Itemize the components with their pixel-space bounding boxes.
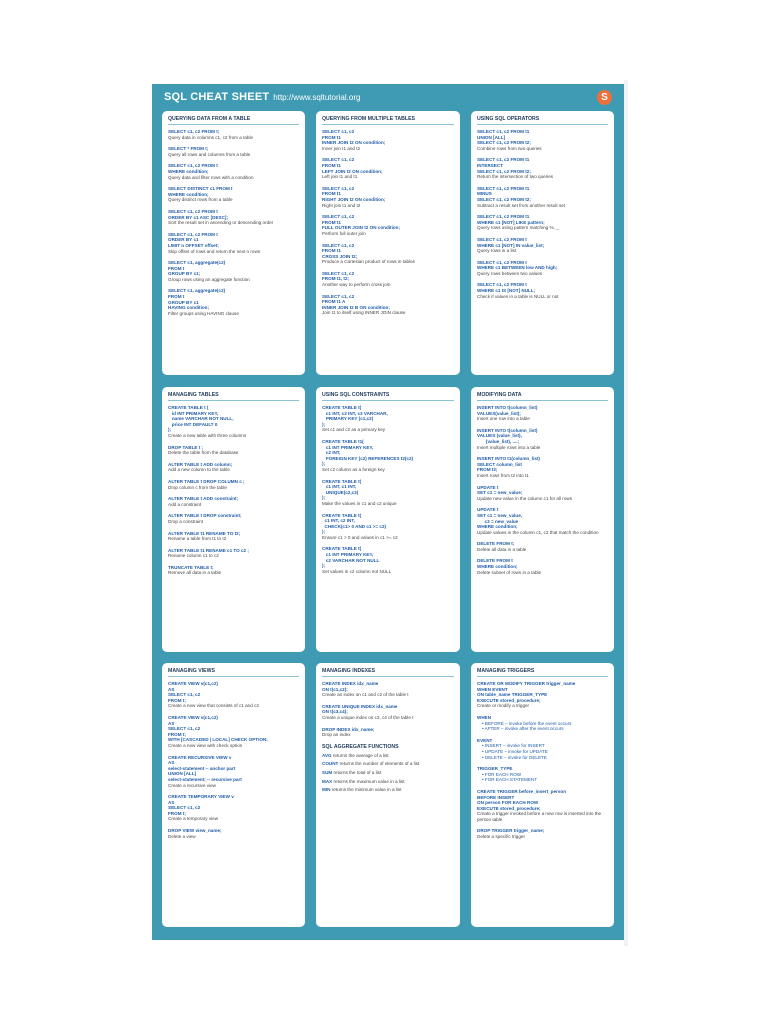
entry-description: Insert one row into a table xyxy=(477,416,530,422)
entry-description: Delete the table from the database xyxy=(168,450,239,456)
code-snippet: SELECT c1, c2 FROM t ORDER BY c1 LIMIT n OFFSET offset; xyxy=(168,231,219,248)
code-snippet: SELECT c1, c2 FROM t1 UNION [ALL] SELECT c1, c2 FROM t2; xyxy=(477,129,531,146)
list-item xyxy=(322,243,454,265)
trigger-create-entry xyxy=(477,681,608,709)
card-managing-tables xyxy=(162,387,305,652)
bullet-item: • INSERT – invoke for INSERT xyxy=(482,743,545,749)
list-item xyxy=(322,271,454,288)
code-snippet: SELECT c1, c2 FROM t1 A INNER JOIN t2 B ON condition; xyxy=(322,293,390,310)
code-snippet: DROP VIEW view_name; xyxy=(168,828,222,834)
code-snippet: DROP INDEX idx_name; xyxy=(322,726,375,732)
list-item xyxy=(477,237,608,254)
list-item xyxy=(322,129,454,151)
list-item xyxy=(477,129,608,151)
entry-description: Group rows using an aggregate function xyxy=(168,276,250,282)
section-title: SQL AGGREGATE FUNCTIONS xyxy=(322,743,399,750)
function-description: returns the total of a list xyxy=(333,769,382,775)
card-indexes xyxy=(316,663,460,927)
entry-list xyxy=(477,405,608,575)
entry-description: Ensure c1 > 0 and values in c1 >= c2 xyxy=(322,534,398,540)
bullet-item: • DELETE – invoke for DELETE xyxy=(482,754,547,760)
list-item xyxy=(168,681,299,709)
code-snippet: CREATE TEMPORARY VIEW v AS SELECT c1, c2 FROM t; xyxy=(168,794,234,816)
list-item xyxy=(477,214,608,231)
list-item xyxy=(168,794,299,822)
code-snippet: CREATE VIEW v(c1,c2) AS SELECT c1, c2 FROM t; WITH [CASCADED | LOCAL] CHECK OPTION; xyxy=(168,714,268,743)
list-item xyxy=(477,558,608,575)
event-list xyxy=(477,743,608,760)
list-item xyxy=(322,770,454,776)
code-snippet: SELECT c1, aggregate(c2) FROM t GROUP BY c1 HAVING condition; xyxy=(168,288,226,311)
entry-description: Create a new table with three columns xyxy=(168,432,247,438)
list-item xyxy=(322,214,454,236)
section-title: MANAGING TABLES xyxy=(168,392,299,401)
code-snippet: CREATE TRIGGER before_insert_person BEFORE INSERT ON person FOR EACH ROW EXECUTE stored_procedure; xyxy=(477,788,566,811)
list-item xyxy=(322,546,454,574)
page-edge xyxy=(624,80,628,946)
bullet-item: • BEFORE – invoke before the event occurs xyxy=(482,720,572,726)
entry-description: Produce a Cartesian product of rows in tables xyxy=(322,259,415,265)
sheet-title: SQL CHEAT SHEET xyxy=(164,91,270,103)
entry-description: Check if values in a table is NULL or not xyxy=(477,293,559,299)
list-item xyxy=(168,209,299,226)
code-snippet: SELECT c1, c2 FROM t1 WHERE c1 [NOT] LIKE pattern; xyxy=(477,214,545,225)
entry-description: Rename column c1 to c2 xyxy=(168,553,219,559)
entry-description: Query data and filter rows with a condition xyxy=(168,174,254,180)
logo-icon: S xyxy=(597,90,612,105)
entry-description: Combine rows from two queries xyxy=(477,145,542,151)
list-item xyxy=(477,157,608,179)
code-snippet: CREATE INDEX idx_name ON t(c1,c2); xyxy=(322,681,379,692)
list-item xyxy=(322,787,454,793)
entry-description: Make the values in c1 and c2 unique xyxy=(322,500,397,506)
code-snippet: CREATE TABLE t ( id INT PRIMARY KEY, name VARCHAR NOT NULL, price INT DEFAULT 0 ); xyxy=(168,405,234,433)
entry-description: Delete subset of rows in a table xyxy=(477,569,542,575)
list-item xyxy=(168,146,299,157)
list-item xyxy=(168,531,299,542)
code-snippet: UPDATE t SET c1 = new_value, c2 = new_value WHERE condition; xyxy=(477,507,523,530)
list-item xyxy=(477,260,608,277)
function-name: SUM xyxy=(322,769,333,775)
entry-description: Create a trigger invoked before a new row is inserted into the person table xyxy=(477,811,602,822)
entry-description: Query data in columns c1, c2 from a table xyxy=(168,134,254,140)
entry-description: Query rows using pattern matching %, _ xyxy=(477,225,559,231)
list-item xyxy=(477,456,608,478)
code-snippet: DELETE FROM t WHERE condition; xyxy=(477,558,518,570)
list-item xyxy=(168,288,299,316)
code-snippet: ALTER TABLE t ADD column; xyxy=(168,461,233,467)
entry-description: Add a new column to the table xyxy=(168,467,230,473)
when-label: WHEN xyxy=(477,714,492,720)
entry-list xyxy=(477,789,608,840)
entry-list xyxy=(322,681,454,738)
code-snippet: SELECT c1, c2 FROM t1 FULL OUTER JOIN t2 ON condition; xyxy=(322,214,401,231)
list-item xyxy=(322,779,454,785)
sheet-header xyxy=(164,91,360,107)
bullet-item: • UPDATE – invoke for UPDATE xyxy=(482,748,548,754)
section-title: QUERYING DATA FROM A TABLE xyxy=(168,116,299,125)
code-snippet: DROP TRIGGER trigger_name; xyxy=(477,828,545,834)
entry-description: Skip offset of rows and return the next n rows xyxy=(168,248,261,254)
code-snippet: SELECT DISTINCT c1 FROM t WHERE condition; xyxy=(168,186,233,197)
list-item xyxy=(168,186,299,203)
entry-description: Inner join t1 and t2 xyxy=(322,145,361,151)
function-description: returns the maximum value in a list xyxy=(333,778,405,784)
code-snippet: INSERT INTO t(column_list) VALUES (value_list), (value_list), ....; xyxy=(477,427,538,444)
code-snippet: CREATE TABLE t( c1 INT, c2 INT, c3 VARCHAR, PRIMARY KEY (c1,c2) ); xyxy=(322,405,388,427)
list-item xyxy=(168,163,299,180)
code-snippet: SELECT c1, c2 FROM t1 INNER JOIN t2 ON condition; xyxy=(322,129,386,146)
code-snippet: INSERT INTO t1(column_list) SELECT column_list FROM t2; xyxy=(477,456,540,473)
entry-description: Another way to perform cross join xyxy=(322,282,391,288)
section-title: MANAGING VIEWS xyxy=(168,668,299,677)
entry-list xyxy=(322,405,454,574)
card-views xyxy=(162,663,305,927)
card-constraints xyxy=(316,387,460,652)
list-item xyxy=(168,548,299,559)
bullet-item: • AFTER – invoke after the event occurs xyxy=(482,726,564,732)
list-item xyxy=(168,496,299,507)
section-title: USING SQL CONSTRAINTS xyxy=(322,392,454,401)
list-item xyxy=(322,157,454,179)
entry-description: Delete a specific trigger xyxy=(477,834,526,840)
entry-description: Create an index on c1 and c2 of the table t xyxy=(322,692,409,698)
code-snippet: TRUNCATE TABLE t; xyxy=(168,564,214,570)
code-snippet: SELECT c1, c2 FROM t WHERE c1 IS [NOT] NULL; xyxy=(477,282,536,294)
list-item xyxy=(322,439,454,473)
list-item xyxy=(322,704,454,721)
entry-description: Insert rows from t2 into t1 xyxy=(477,472,529,478)
entry-description: Delete all data in a table xyxy=(477,546,527,552)
cheat-sheet xyxy=(152,84,624,940)
code-snippet: ALTER TABLE t1 RENAME c1 TO c2 ; xyxy=(168,547,249,553)
entry-description: Query rows between two values xyxy=(477,270,543,276)
list-item xyxy=(322,513,454,541)
list-item xyxy=(168,405,299,439)
entry-description: Set values in c2 column not NULL xyxy=(322,568,392,574)
code-snippet: SELECT c1, c2 FROM t WHERE c1 [NOT] IN value_list; xyxy=(477,236,545,248)
entry-description: Create a new view with check option xyxy=(168,742,243,748)
code-snippet: CREATE TABLE t( c1 INT, c1 INT, UNIQUE(c2,c3) ); xyxy=(322,478,362,501)
list-item xyxy=(322,727,454,738)
code-snippet: SELECT c1, aggregate(c2) FROM t GROUP BY c1; xyxy=(168,260,226,277)
list-item xyxy=(168,232,299,254)
list-item xyxy=(477,789,608,823)
entry-list xyxy=(168,129,299,316)
trigger-type-list xyxy=(477,772,608,783)
entry-description: Right join t1 and t2 xyxy=(322,202,361,208)
card-operators xyxy=(471,111,614,375)
code-snippet: ALTER TABLE t DROP constraint; xyxy=(168,513,242,519)
list-item xyxy=(168,828,299,839)
entry-description: Left join t1 and t1 xyxy=(322,174,358,180)
list-item xyxy=(168,445,299,456)
entry-description: Drop an index xyxy=(322,732,351,738)
entry-description: Drop a constraint xyxy=(168,518,203,524)
sheet-url[interactable]: http://www.sqltutorial.org xyxy=(273,93,361,102)
code-snippet: UPDATE t SET c1 = new_value; xyxy=(477,484,523,496)
card-querying xyxy=(162,111,305,375)
code-snippet: SELECT c1, c2 FROM t1 RIGHT JOIN t2 ON condition; xyxy=(322,185,386,202)
code-snippet: CREATE TABLE t( c1 INT, c2 INT, CHECK(c1> 0 AND c1 >= c2) ); xyxy=(322,512,387,535)
card-triggers xyxy=(471,663,614,927)
code-snippet: CREATE VIEW v(c1,c2) AS SELECT c1, c2 FROM t; xyxy=(168,681,218,703)
list-item xyxy=(477,428,608,450)
event-label: EVENT xyxy=(477,737,493,743)
list-item xyxy=(322,479,454,507)
entry-description: Delete a view xyxy=(168,833,196,839)
entry-description: Create a temporary view xyxy=(168,816,219,822)
list-item xyxy=(322,681,454,698)
function-name: MIN xyxy=(322,787,331,793)
list-item xyxy=(477,186,608,208)
code-snippet: ALTER TABLE t DROP COLUMN c ; xyxy=(168,478,245,484)
code-snippet: DROP TABLE t ; xyxy=(168,444,204,450)
code-snippet: SELECT c1, c2 FROM t1 LEFT JOIN t2 ON condition; xyxy=(322,157,383,174)
code-snippet: ALTER TABLE t ADD constraint; xyxy=(168,496,239,502)
list-item xyxy=(477,282,608,299)
entry-list xyxy=(477,129,608,299)
function-name: MAX xyxy=(322,778,333,784)
list-item xyxy=(168,513,299,524)
list-item xyxy=(322,186,454,208)
card-multiple-tables xyxy=(316,111,460,375)
section-title: MANAGING INDEXES xyxy=(322,668,454,677)
entry-description: Add a constraint xyxy=(168,501,202,507)
entry-description: Insert multiple rows into a table xyxy=(477,444,541,450)
list-item xyxy=(477,828,608,839)
code-snippet: SELECT c1, c2 FROM t ORDER BY c1 ASC [DESC]; xyxy=(168,208,228,220)
section-title: MODIFYING DATA xyxy=(477,392,608,401)
entry-description: Create a unique index on c3, c4 of the table t xyxy=(322,714,414,720)
code-snippet: CREATE RECURSIVE VIEW v AS select-statement -- anchor part UNION [ALL] select-statement; -- recursive part xyxy=(168,754,242,782)
entry-description: Update values in the column c1, c2 that match the condition xyxy=(477,529,599,535)
entry-description: Update new value in the column c1 for all rows xyxy=(477,495,572,501)
entry-description: Set c2 column as a foreign key xyxy=(322,466,385,472)
code-snippet: SELECT c1, c2 FROM t WHERE c1 BETWEEN low AND high; xyxy=(477,259,558,271)
list-item xyxy=(322,294,454,316)
section-title: USING SQL OPERATORS xyxy=(477,116,608,125)
entry-description: Remove all data in a table xyxy=(168,570,222,576)
entry-description: Join t1 to itself using INNER JOIN clause xyxy=(322,310,406,316)
list-item xyxy=(477,485,608,502)
list-item xyxy=(168,129,299,140)
section-title: MANAGING TRIGGERS xyxy=(477,668,608,677)
list-item xyxy=(168,715,299,749)
function-name: COUNT xyxy=(322,761,339,767)
entry-description: Subtract a result set from another result set xyxy=(477,202,566,208)
entry-description: Query distinct rows from a table xyxy=(168,197,233,203)
code-snippet: CREATE UNIQUE INDEX idx_name ON t(c3,c4); xyxy=(322,703,398,715)
bullet-item: • FOR EACH ROW xyxy=(482,771,522,777)
card-modifying-data xyxy=(471,387,614,652)
list-item xyxy=(168,479,299,490)
list-item xyxy=(168,462,299,473)
code-snippet: CREATE TABLE t1( c1 INT PRIMARY KEY, c2 INT, FOREIGN KEY (c2) REFERENCES t2(c2) ); xyxy=(322,438,414,467)
list-item xyxy=(477,405,608,422)
list-item xyxy=(322,753,454,759)
entry-description: Return the intersection of two queries xyxy=(477,174,554,180)
entry-description: Rename a table from t1 to t2 xyxy=(168,536,227,542)
aggregate-list xyxy=(322,753,454,793)
code-snippet: SELECT * FROM t; xyxy=(168,146,209,152)
list-item xyxy=(322,405,454,433)
entry-description: Query all rows and columns from a table xyxy=(168,151,251,157)
entry-description: Create or modify a trigger xyxy=(477,703,530,709)
code-snippet: SELECT c1, c2 FROM t1 MINUS SELECT c1, c2 FROM t2; xyxy=(477,185,531,202)
list-item xyxy=(477,507,608,535)
entry-description: Set c1 and c2 as a primary key xyxy=(322,427,386,433)
entry-description: Perform full outer join xyxy=(322,230,366,236)
code-snippet: SELECT c1, c2 FROM t1 CROSS JOIN t2; xyxy=(322,242,358,259)
code-snippet: CREATE TABLE t( c1 INT PRIMARY KEY, c2 VARCHAR NOT NULL ); xyxy=(322,546,380,569)
entry-list xyxy=(168,405,299,576)
code-snippet: SELECT c1, c2 FROM t WHERE condition; xyxy=(168,163,218,174)
bullet-item: • FOR EACH STATEMENT xyxy=(482,777,538,783)
entry-list xyxy=(322,129,454,316)
entry-description: Create a new view that consists of c1 and c2 xyxy=(168,703,259,709)
entry-description: Filter groups using HAVING clause xyxy=(168,310,239,316)
function-description: returns the minimum value in a list xyxy=(331,787,402,793)
code-snippet: SELECT c1, c2 FROM t1, t2; xyxy=(322,270,355,282)
section-title: QUERYING FROM MULTIPLE TABLES xyxy=(322,116,454,125)
function-name: AVG xyxy=(322,752,332,758)
function-description: returns the average of a list xyxy=(332,752,389,758)
code-snippet: CREATE OR MODIFY TRIGGER trigger_name WHEN EVENT ON table_name TRIGGER_TYPE EXECUTE stored_procedure; xyxy=(477,681,576,703)
code-snippet: DELETE FROM t; xyxy=(477,541,515,547)
entry-description: Drop column c from the table xyxy=(168,484,227,490)
list-item xyxy=(168,755,299,789)
code-snippet: SELECT c1, c2 FROM t; xyxy=(168,129,220,134)
when-list xyxy=(477,721,608,732)
code-snippet: ALTER TABLE t1 RENAME TO t2; xyxy=(168,530,241,536)
list-item xyxy=(322,761,454,767)
code-snippet: INSERT INTO t(column_list) VALUES(value_list); xyxy=(477,405,538,416)
trigger-type-label: TRIGGER_TYPE xyxy=(477,766,513,772)
list-item xyxy=(168,565,299,576)
list-item xyxy=(477,541,608,552)
code-snippet: SELECT c1, c2 FROM t1 INTERSECT SELECT c1, c2 FROM t2; xyxy=(477,157,531,174)
list-item xyxy=(168,260,299,282)
entry-description: Query rows in a list xyxy=(477,248,517,254)
entry-description: Create a recursive view xyxy=(168,782,216,788)
entry-list xyxy=(168,681,299,839)
entry-description: Sort the result set in ascending or descending order xyxy=(168,220,274,226)
function-description: returns the number of elements of a list xyxy=(339,761,420,767)
